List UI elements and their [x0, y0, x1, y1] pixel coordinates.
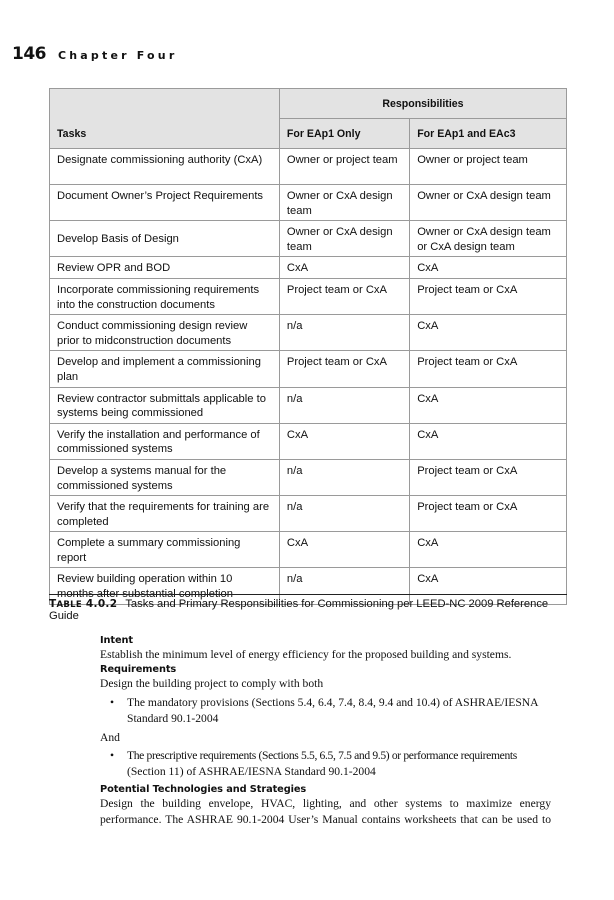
and-text: And: [100, 730, 120, 744]
column-header-eap1-only: For EAp1 Only: [279, 119, 409, 149]
eap1-cell: Owner or CxA design team: [279, 221, 409, 257]
table-row: [50, 221, 567, 257]
task-cell: Review contractor submittals applicable to systems being commissioned: [50, 387, 280, 423]
eap1-cell: n/a: [279, 459, 409, 495]
column-header-eap1-eac3: For EAp1 and EAc3: [410, 119, 567, 149]
task-cell: Complete a summary commissioning report: [50, 532, 280, 568]
table-caption-label: TABLE 4.0.2: [49, 598, 118, 610]
eap1-eac3-cell: Project team or CxA: [410, 278, 567, 314]
eap1-eac3-cell: CxA: [410, 423, 567, 459]
eap1-cell: Owner or CxA design team: [279, 185, 409, 221]
eap1-eac3-cell: CxA: [410, 315, 567, 351]
eap1-cell: CxA: [279, 532, 409, 568]
task-cell: Develop Basis of Design: [50, 221, 280, 257]
list-item: • The mandatory provisions (Sections 5.4, 6.4, 7.4, 8.4, 9.4 and 10.4) of ASHRAE/IESNA Standard 90.1-2004: [110, 695, 539, 726]
eap1-cell: n/a: [279, 568, 409, 604]
task-cell: Conduct commissioning design review prior to midconstruction documents: [50, 315, 280, 351]
list-item: • The prescriptive requirements (Sections 5.5, 6.5, 7.5 and 9.5) or performance requirements (Section 11) of ASHRAE/IESNA Standard 90.1-2004: [110, 749, 517, 779]
page-number: 146: [12, 44, 46, 64]
eap1-eac3-cell: Owner or CxA design team or CxA design team: [410, 221, 567, 257]
eap1-cell: n/a: [279, 387, 409, 423]
table-row: [50, 315, 567, 351]
column-header-tasks: Tasks: [50, 89, 280, 149]
eap1-eac3-cell: Owner or project team: [410, 149, 567, 185]
task-cell: Incorporate commissioning requirements into the construction documents: [50, 278, 280, 314]
intent-paragraph: Establish the minimum level of energy efficiency for the proposed building and systems.: [100, 648, 512, 661]
eap1-eac3-cell: CxA: [410, 532, 567, 568]
task-cell: Review building operation within 10 months after substantial completion: [50, 568, 280, 604]
table-row: [50, 278, 567, 314]
requirements-list: [100, 695, 551, 728]
table-row: [50, 387, 567, 423]
task-cell: Designate commissioning authority (CxA): [50, 149, 280, 185]
eap1-eac3-cell: Project team or CxA: [410, 351, 567, 387]
requirements-intro: Design the building project to comply with both: [100, 677, 324, 691]
potential-strategies-heading: Potential Technologies and Strategies: [100, 783, 307, 795]
table-row: [50, 351, 567, 387]
table-row: [50, 185, 567, 221]
chapter-title: Chapter Four: [58, 49, 178, 62]
eap1-cell: Project team or CxA: [279, 351, 409, 387]
eap1-eac3-cell: Owner or CxA design team: [410, 185, 567, 221]
eap1-cell: Owner or project team: [279, 149, 409, 185]
eap1-eac3-cell: CxA: [410, 568, 567, 604]
table-row: [50, 496, 567, 532]
requirements-heading: Requirements: [100, 664, 177, 676]
task-cell: Document Owner’s Project Requirements: [50, 185, 280, 221]
eap1-eac3-cell: CxA: [410, 257, 567, 279]
strategies-line-1: Design the building envelope, HVAC, lighting, and other systems to maximize energy: [100, 796, 551, 810]
eap1-cell: Project team or CxA: [279, 278, 409, 314]
eap1-cell: CxA: [279, 423, 409, 459]
eap1-cell: CxA: [279, 257, 409, 279]
table-row: [50, 459, 567, 495]
task-cell: Verify that the requirements for training are completed: [50, 496, 280, 532]
table-caption: [49, 594, 567, 622]
eap1-eac3-cell: Project team or CxA: [410, 496, 567, 532]
task-cell: Develop and implement a commissioning plan: [50, 351, 280, 387]
page-header: [12, 44, 177, 68]
body-text: [100, 634, 551, 829]
task-cell: Verify the installation and performance of commissioned systems: [50, 423, 280, 459]
table-caption-text: Tasks and Primary Responsibilities for Commissioning per LEED-NC 2009 Reference Guide: [49, 598, 549, 622]
task-cell: Develop a systems manual for the commissioned systems: [50, 459, 280, 495]
task-cell: Review OPR and BOD: [50, 257, 280, 279]
eap1-eac3-cell: Project team or CxA: [410, 459, 567, 495]
eap1-cell: n/a: [279, 315, 409, 351]
strategies-line-2: performance. The ASHRAE 90.1-2004 User’s Manual contains worksheets that can be used to: [100, 813, 551, 827]
table-row: [50, 257, 567, 279]
responsibilities-table: [49, 88, 567, 605]
intent-heading: Intent: [100, 635, 134, 646]
bullet-icon: •: [110, 749, 115, 763]
requirements-list-2: [100, 748, 551, 781]
eap1-cell: n/a: [279, 496, 409, 532]
eap1-eac3-cell: CxA: [410, 387, 567, 423]
bullet-icon: •: [110, 695, 115, 709]
table-row: [50, 423, 567, 459]
table-row: [50, 532, 567, 568]
table-row: [50, 149, 567, 185]
group-header-responsibilities: Responsibilities: [279, 89, 566, 119]
